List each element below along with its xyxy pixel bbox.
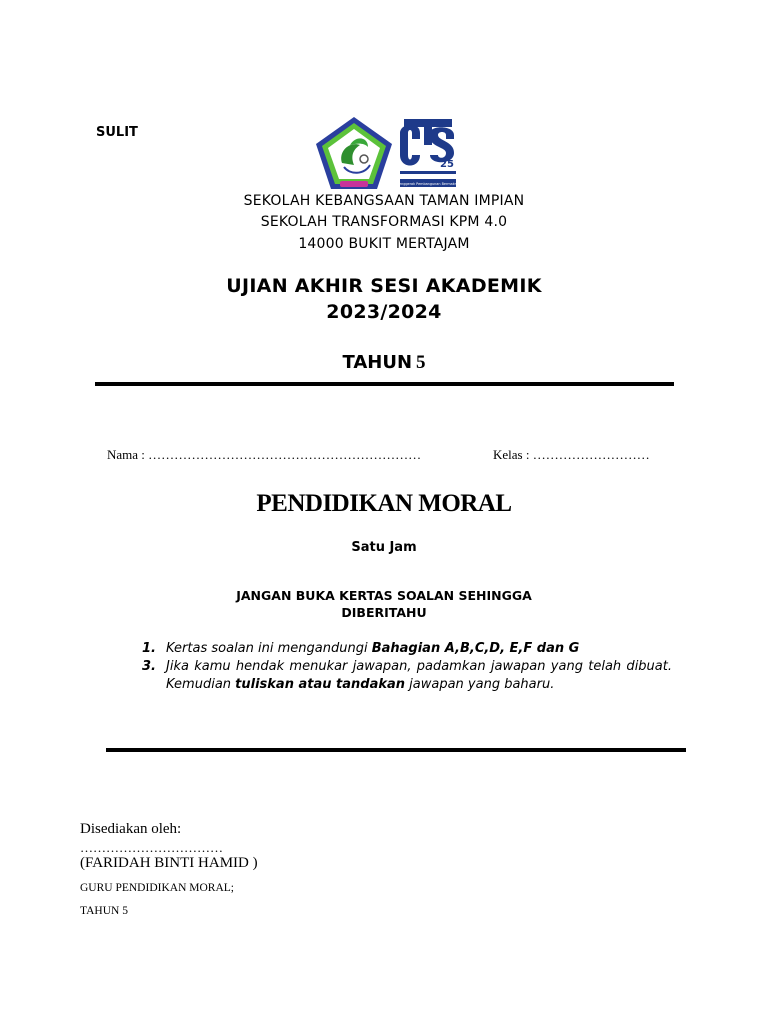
instructions-list <box>142 640 672 694</box>
exam-level-number: 5 <box>416 352 426 373</box>
instruction-item <box>142 640 672 658</box>
exam-level <box>0 352 768 374</box>
instruction-text: Jika kamu hendak menukar jawapan, padamkan jawapan yang telah dibuat. Kemudian tuliskan atau tandakan jawapan yang baharu. <box>166 659 672 692</box>
instruction-number: 1. <box>142 641 156 656</box>
instruction-number: 3. <box>142 659 156 674</box>
teacher-year: TAHUN 5 <box>80 905 128 917</box>
signature-line: …………………………… <box>80 840 223 855</box>
instruction-item <box>142 658 672 694</box>
school-status: SEKOLAH TRANSFORMASI KPM 4.0 <box>260 214 508 230</box>
exam-title: UJIAN AKHIR SESI AKADEMIK <box>226 275 542 297</box>
prepared-by-label: Disediakan oleh: <box>80 821 182 837</box>
school-crest-logo <box>314 115 394 191</box>
ts25-number: 25 <box>440 159 454 170</box>
ts25-caption: Penggerak Pembangunan Bermakna <box>397 182 459 186</box>
exam-level-label: TAHUN <box>342 352 413 373</box>
bottom-divider <box>106 748 686 752</box>
teacher-role: GURU PENDIDIKAN MORAL; <box>80 882 234 894</box>
top-divider <box>95 382 674 386</box>
exam-year: 2023/2024 <box>326 301 442 323</box>
class-field[interactable]: Kelas : ……………………… <box>493 447 650 462</box>
classification-label: SULIT <box>96 125 138 140</box>
school-name: SEKOLAH KEBANGSAAN TAMAN IMPIAN <box>243 193 525 209</box>
warning-line-1: JANGAN BUKA KERTAS SOALAN SEHINGGA <box>236 588 532 603</box>
school-address: 14000 BUKIT MERTAJAM <box>298 236 470 252</box>
name-field[interactable]: Nama : ……………………………………………………… <box>107 447 422 462</box>
warning-line-2: DIBERITAHU <box>341 605 427 620</box>
exam-duration: Satu Jam <box>351 540 417 555</box>
instruction-text: Kertas soalan ini mengandungi Bahagian A,B,C,D, E,F dan G <box>166 641 580 656</box>
subject-title: PENDIDIKAN MORAL <box>256 490 512 517</box>
ts25-logo <box>396 115 460 189</box>
teacher-name: (FARIDAH BINTI HAMID ) <box>80 855 258 871</box>
